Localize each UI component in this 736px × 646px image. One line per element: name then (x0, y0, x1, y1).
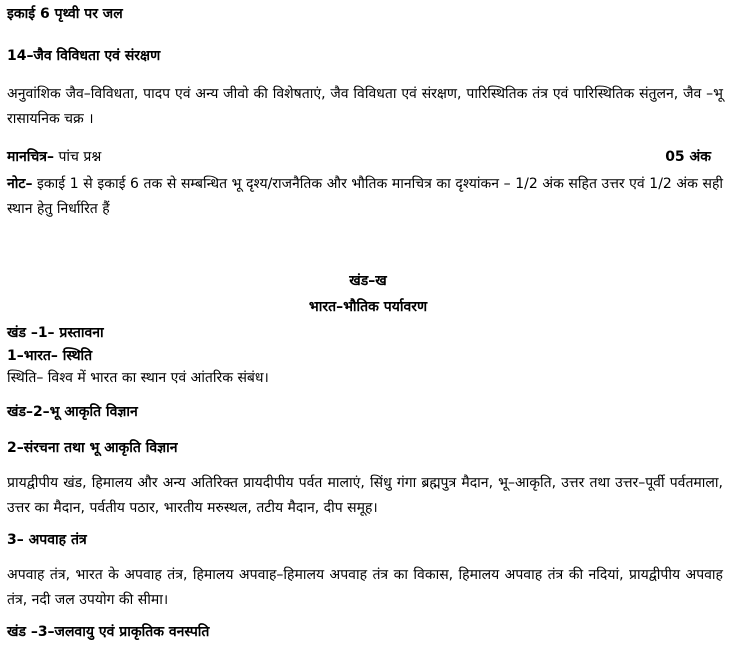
ch14-content: अनुवांशिक जैव–विविधता, पादप एवं अन्य जीवो की विशेषताएं, जैव विविधता एवं संरक्षण, पारिस्थितिक तंत्र एवं पारिस्थितिक संतुलन, जैव –भू रासायनिक चक्र । (7, 86, 723, 127)
khand1-heading: खंड –1– प्रस्तावना (7, 325, 104, 341)
khand3-heading: खंड –3–जलवायु एवं प्राकृतिक वनस्पति (7, 624, 210, 640)
section-b-subtitle: भारत–भौतिक पर्यावरण (308, 299, 428, 315)
khand2-heading: खंड–2–भू आकृति विज्ञान (7, 404, 138, 420)
ch3-heading: 3– अपवाह तंत्र (7, 532, 87, 548)
ch14-heading: 14–जैव विविधता एवं संरक्षण (7, 48, 161, 64)
map-work-marks: 05 अंक (665, 149, 711, 165)
ch2-heading: 2–संरचना तथा भू आकृति विज्ञान (7, 440, 178, 456)
khand1-content: स्थिति– विश्व में भारत का स्थान एवं आंतरिक संबंध। (7, 370, 269, 386)
map-work-text: पांच प्रश्न (54, 149, 102, 165)
note-text: इकाई 1 से इकाई 6 तक से सम्बन्धित भू दृश्य/राजनैतिक और भौतिक मानचित्र का दृश्यांकन – 1/2 अंक सहित उत्तर एवं 1/2 अंक सही स्थान हेतु निर्धारित हैं (7, 176, 723, 217)
map-work-label: मानचित्र– (7, 149, 55, 165)
section-b-title: खंड–ख (349, 273, 387, 289)
ch2-content: प्रायद्वीपीय खंड, हिमालय और अन्य अतिरिक्त प्रायदीपीय पर्वत मालाएं, सिंधु गंगा ब्रह्मपुत्र मैदान, भू–आकृति, उत्तर तथा उत्तर–पूर्वी पर्वतमाला, उत्तर का मैदान, पर्वतीय पठार, भारतीय मरुस्थल, तटीय मैदान, दीप समूह। (7, 475, 723, 516)
note-label: नोट– (7, 176, 33, 192)
note-paragraph (7, 172, 723, 222)
ch3-content: अपवाह तंत्र, भारत के अपवाह तंत्र, हिमालय अपवाह–हिमालय अपवाह तंत्र का विकास, हिमालय अपवाह तंत्र की नदियां, प्रायद्वीपीय अपवाह तंत्र, नदी जल उपयोग की सीमा। (7, 567, 723, 608)
unit6-heading: इकाई 6 पृथ्वी पर जल (7, 6, 123, 22)
map-work-line (7, 147, 101, 167)
khand1-subheading: 1–भारत– स्थिति (7, 348, 93, 364)
